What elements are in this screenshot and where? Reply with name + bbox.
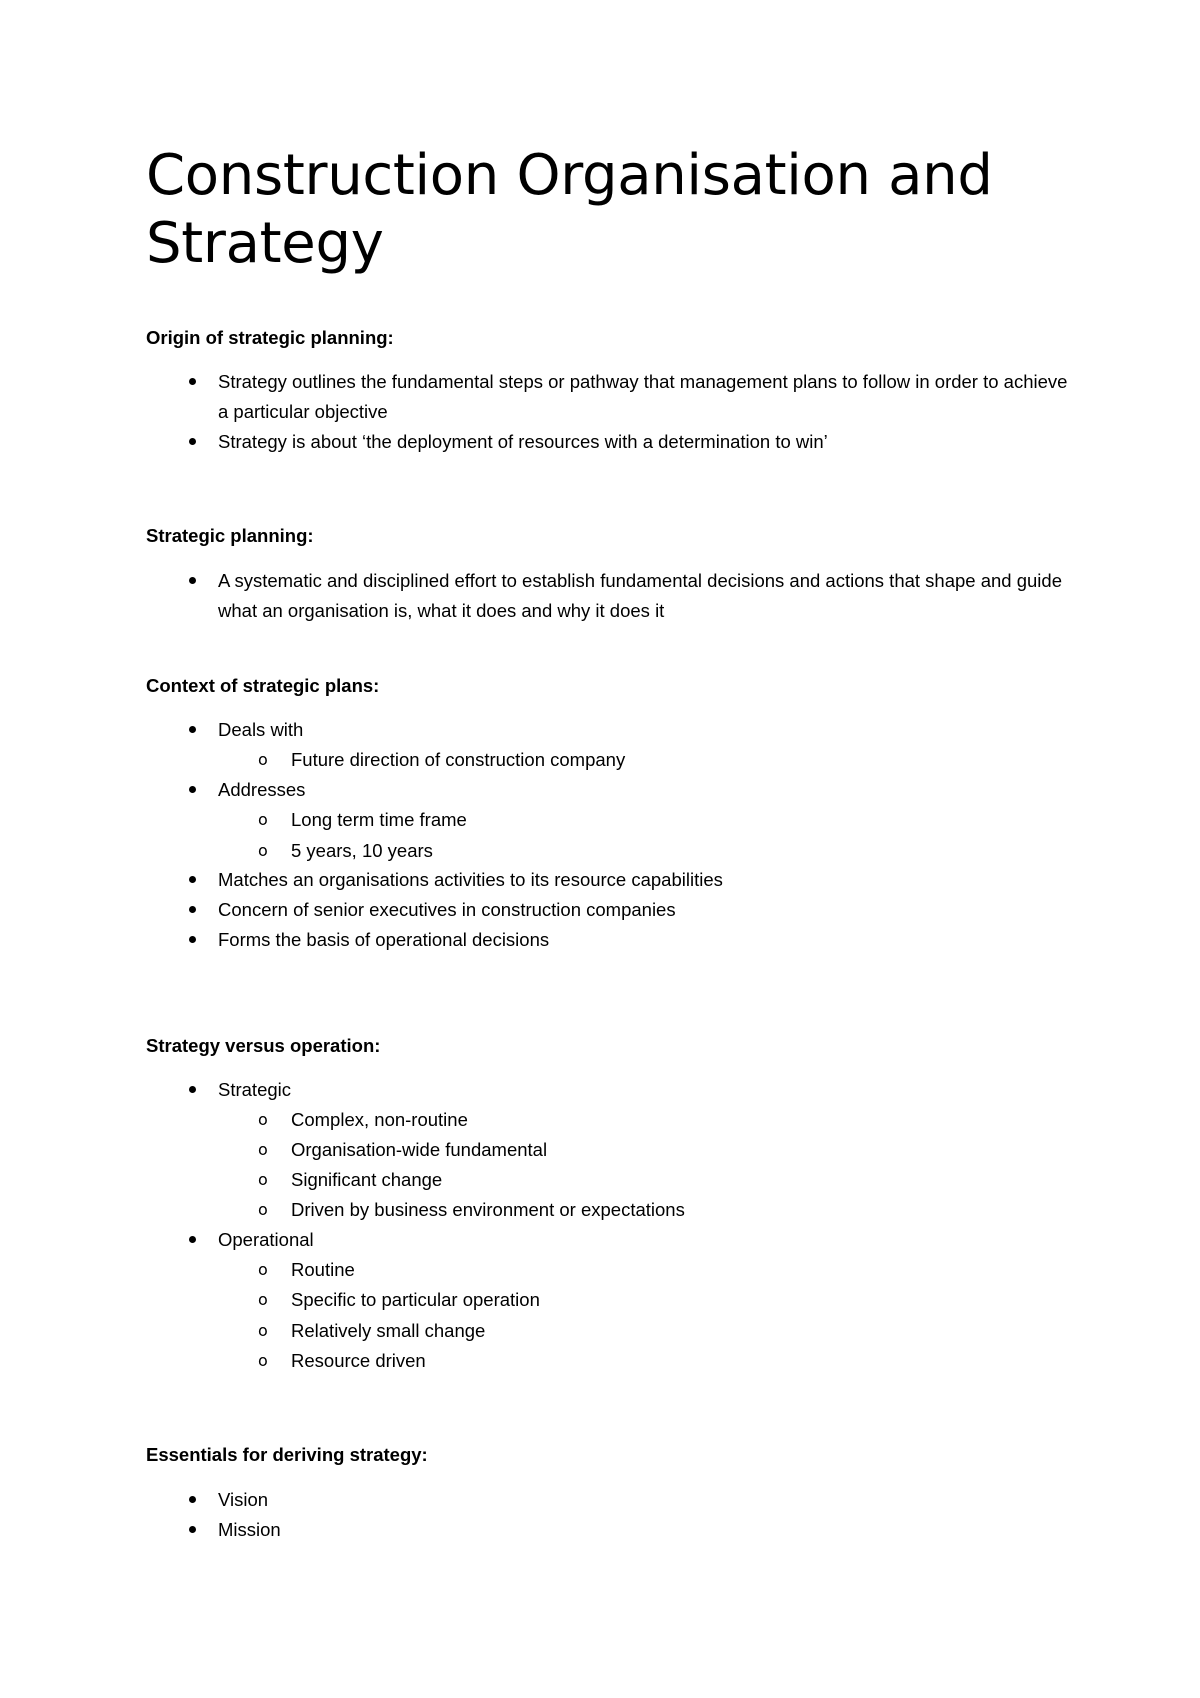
- section-heading-versus: Strategy versus operation:: [146, 1035, 381, 1056]
- bullet-item: A systematic and disciplined effort to establish fundamental decisions and actions that shape and guide what an organisation is, what it does and why it does it: [218, 566, 1078, 626]
- sub-bullet-item: o Specific to particular operation: [291, 1285, 540, 1315]
- bullet-item: Strategy outlines the fundamental steps or pathway that management plans to follow in order to achieve a particular objective: [218, 367, 1078, 427]
- sub-bullet-item: o Long term time frame: [291, 805, 467, 835]
- sub-bullet-item: o Complex, non-routine: [291, 1105, 468, 1135]
- sub-bullet-item: o Future direction of construction company: [291, 745, 625, 775]
- section-heading-essentials: Essentials for deriving strategy:: [146, 1444, 428, 1465]
- bullet-item: Strategy is about ‘the deployment of resources with a determination to win’: [218, 427, 828, 457]
- sub-bullet-item: o Relatively small change: [291, 1316, 485, 1346]
- sub-bullet-item: o Significant change: [291, 1165, 442, 1195]
- bullet-item: Mission: [218, 1515, 281, 1545]
- sub-bullet-item: o Resource driven: [291, 1346, 426, 1376]
- bullet-item: Vision: [218, 1485, 268, 1515]
- sub-bullet-item: o 5 years, 10 years: [291, 836, 433, 866]
- sub-bullet-item: o Routine: [291, 1255, 355, 1285]
- document-title: Construction Organisation and Strategy: [146, 143, 993, 276]
- sub-bullet-item: o Organisation-wide fundamental: [291, 1135, 547, 1165]
- section-heading-context: Context of strategic plans:: [146, 675, 380, 696]
- section-heading-origin: Origin of strategic planning:: [146, 327, 394, 348]
- bullet-item: Concern of senior executives in construction companies: [218, 895, 676, 925]
- bullet-item: Strategic: [218, 1075, 291, 1105]
- bullet-item: Deals with: [218, 715, 303, 745]
- bullet-item: Operational: [218, 1225, 314, 1255]
- bullet-item: Addresses: [218, 775, 305, 805]
- section-heading-planning: Strategic planning:: [146, 525, 314, 546]
- bullet-item: Forms the basis of operational decisions: [218, 925, 549, 955]
- bullet-item: Matches an organisations activities to its resource capabilities: [218, 865, 723, 895]
- sub-bullet-item: o Driven by business environment or expectations: [291, 1195, 685, 1225]
